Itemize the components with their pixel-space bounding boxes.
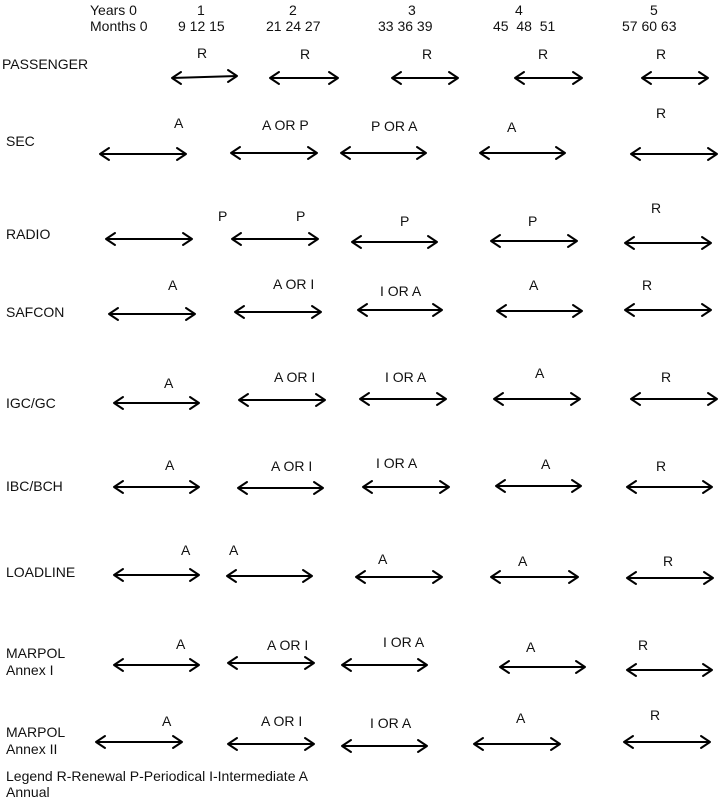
arrow-row-1-col-4 <box>515 72 582 84</box>
arrow-row-9-col-4 <box>474 738 560 750</box>
year-4-label: 4 <box>515 2 523 18</box>
annotation: A <box>378 551 388 567</box>
months-year-1: 9 12 15 <box>178 18 225 34</box>
annotation: P <box>528 213 538 229</box>
arrow-row-6-col-5 <box>627 481 712 493</box>
arrow-row-5-col-3 <box>360 393 446 405</box>
annotation: R <box>656 105 667 121</box>
annotation: A <box>535 365 545 381</box>
arrow-row-5-col-1 <box>114 397 199 409</box>
arrow-row-2-col-5 <box>631 148 717 160</box>
arrow-row-9-col-2 <box>228 738 314 750</box>
row-label-loadline: LOADLINE <box>6 564 76 580</box>
annotation: A <box>165 457 175 473</box>
annotation: A <box>174 115 184 131</box>
arrow-row-3-col-2 <box>232 233 318 245</box>
row-label-igc-gc: IGC/GC <box>6 395 56 411</box>
arrow-row-6-col-1 <box>114 481 199 493</box>
annotation: A <box>181 542 191 558</box>
year-3-label: 3 <box>408 2 416 18</box>
annotation: I OR A <box>383 634 425 650</box>
annotation: A <box>162 713 172 729</box>
arrow-row-4-col-3 <box>358 304 442 316</box>
annotation: A <box>164 375 174 391</box>
annotation: R <box>656 458 667 474</box>
annotation: R <box>642 277 653 293</box>
row-label-sec: SEC <box>6 133 35 149</box>
arrow-row-1-col-5 <box>642 72 708 84</box>
row-label-passenger: PASSENGER <box>2 56 89 72</box>
annotation: R <box>651 200 662 216</box>
annotation: A OR I <box>267 637 309 653</box>
row-label-radio: RADIO <box>6 226 51 242</box>
arrow-row-6-col-4 <box>496 480 581 492</box>
years-label: Years 0 <box>90 2 137 18</box>
months-year-2: 21 24 27 <box>266 18 321 34</box>
arrow-row-8-col-3 <box>342 659 427 671</box>
annotation: R <box>638 637 649 653</box>
row-label-marpol-annex-i-line2: Annex I <box>6 662 54 678</box>
arrow-row-9-col-5 <box>624 736 710 748</box>
annotation: A <box>518 553 528 569</box>
arrow-row-2-col-1 <box>100 148 186 160</box>
arrow-row-9-col-1 <box>96 736 182 748</box>
annotation: I OR A <box>370 715 412 731</box>
arrow-row-2-col-3 <box>341 147 426 159</box>
annotation: P <box>296 208 306 224</box>
arrow-row-1-col-1 <box>172 70 237 84</box>
annotation: A <box>229 542 239 558</box>
annotation: A OR P <box>262 117 309 133</box>
arrow-row-8-col-2 <box>228 657 314 669</box>
annotation: A <box>541 456 551 472</box>
annotation: A OR I <box>261 713 303 729</box>
annotation: I OR A <box>376 455 418 471</box>
arrow-row-5-col-5 <box>631 393 717 405</box>
arrow-row-9-col-3 <box>342 740 427 752</box>
annotation: A OR I <box>274 369 316 385</box>
arrow-row-3-col-3 <box>352 236 437 248</box>
row-label-safcon: SAFCON <box>6 304 65 320</box>
annotation: R <box>422 46 433 62</box>
annotation: I OR A <box>385 369 427 385</box>
arrow-row-1-col-2 <box>270 72 338 84</box>
months-year-3: 33 36 39 <box>378 18 433 34</box>
annotation: R <box>300 46 311 62</box>
year-2-label: 2 <box>289 2 297 18</box>
year-1-label: 1 <box>197 2 205 18</box>
arrow-row-7-col-3 <box>356 571 442 583</box>
arrow-row-2-col-4 <box>480 147 565 159</box>
arrow-row-6-col-3 <box>363 481 449 493</box>
annotation: P <box>218 208 228 224</box>
arrow-row-3-col-1 <box>106 233 192 245</box>
arrow-row-8-col-5 <box>627 664 712 676</box>
annotation: R <box>650 707 661 723</box>
annotation: A OR I <box>271 458 313 474</box>
annotation: P OR A <box>371 118 418 134</box>
row-label-marpol-annex-ii-line2: Annex II <box>6 741 58 757</box>
arrow-row-4-col-2 <box>235 306 321 318</box>
legend-line-2: Annual <box>6 784 50 800</box>
arrow-row-4-col-1 <box>109 308 195 320</box>
annotation: R <box>538 46 549 62</box>
annotation: R <box>663 553 674 569</box>
annotation: R <box>197 45 208 61</box>
months-year-5: 57 60 63 <box>622 18 677 34</box>
annotation: A <box>516 710 526 726</box>
annotation: A <box>529 277 539 293</box>
arrow-row-4-col-4 <box>497 305 582 317</box>
arrow-row-8-col-1 <box>114 659 199 671</box>
annotation: R <box>656 46 667 62</box>
legend-line-1: Legend R-Renewal P-Periodical I-Intermediate A <box>6 768 308 784</box>
annotation: A <box>176 636 186 652</box>
year-5-label: 5 <box>650 2 658 18</box>
annotation: P <box>400 213 410 229</box>
arrow-row-5-col-4 <box>494 393 580 405</box>
annotation: I OR A <box>380 283 422 299</box>
arrow-row-2-col-2 <box>231 147 317 159</box>
annotation: A <box>168 277 178 293</box>
months-label: Months 0 <box>90 18 148 34</box>
arrow-row-3-col-4 <box>491 235 577 247</box>
arrow-row-7-col-2 <box>227 570 312 582</box>
annotation: R <box>661 369 672 385</box>
annotation: A <box>526 639 536 655</box>
row-label-marpol-annex-ii-line1: MARPOL <box>6 724 66 740</box>
months-year-4: 45 48 51 <box>493 18 556 34</box>
arrow-row-6-col-2 <box>238 482 323 494</box>
arrow-row-7-col-5 <box>627 572 713 584</box>
arrow-row-5-col-2 <box>239 394 325 406</box>
arrow-row-8-col-4 <box>500 661 585 673</box>
row-label-marpol-annex-i-line1: MARPOL <box>6 645 66 661</box>
arrow-row-7-col-4 <box>491 571 578 583</box>
arrow-row-4-col-5 <box>625 304 711 316</box>
arrow-row-7-col-1 <box>114 569 199 581</box>
annotation: A OR I <box>273 276 315 292</box>
annotation: A <box>507 119 517 135</box>
row-label-ibc-bch: IBC/BCH <box>6 478 63 494</box>
arrow-row-1-col-3 <box>392 72 458 84</box>
arrow-shaft <box>172 76 237 78</box>
arrow-row-3-col-5 <box>625 237 711 249</box>
